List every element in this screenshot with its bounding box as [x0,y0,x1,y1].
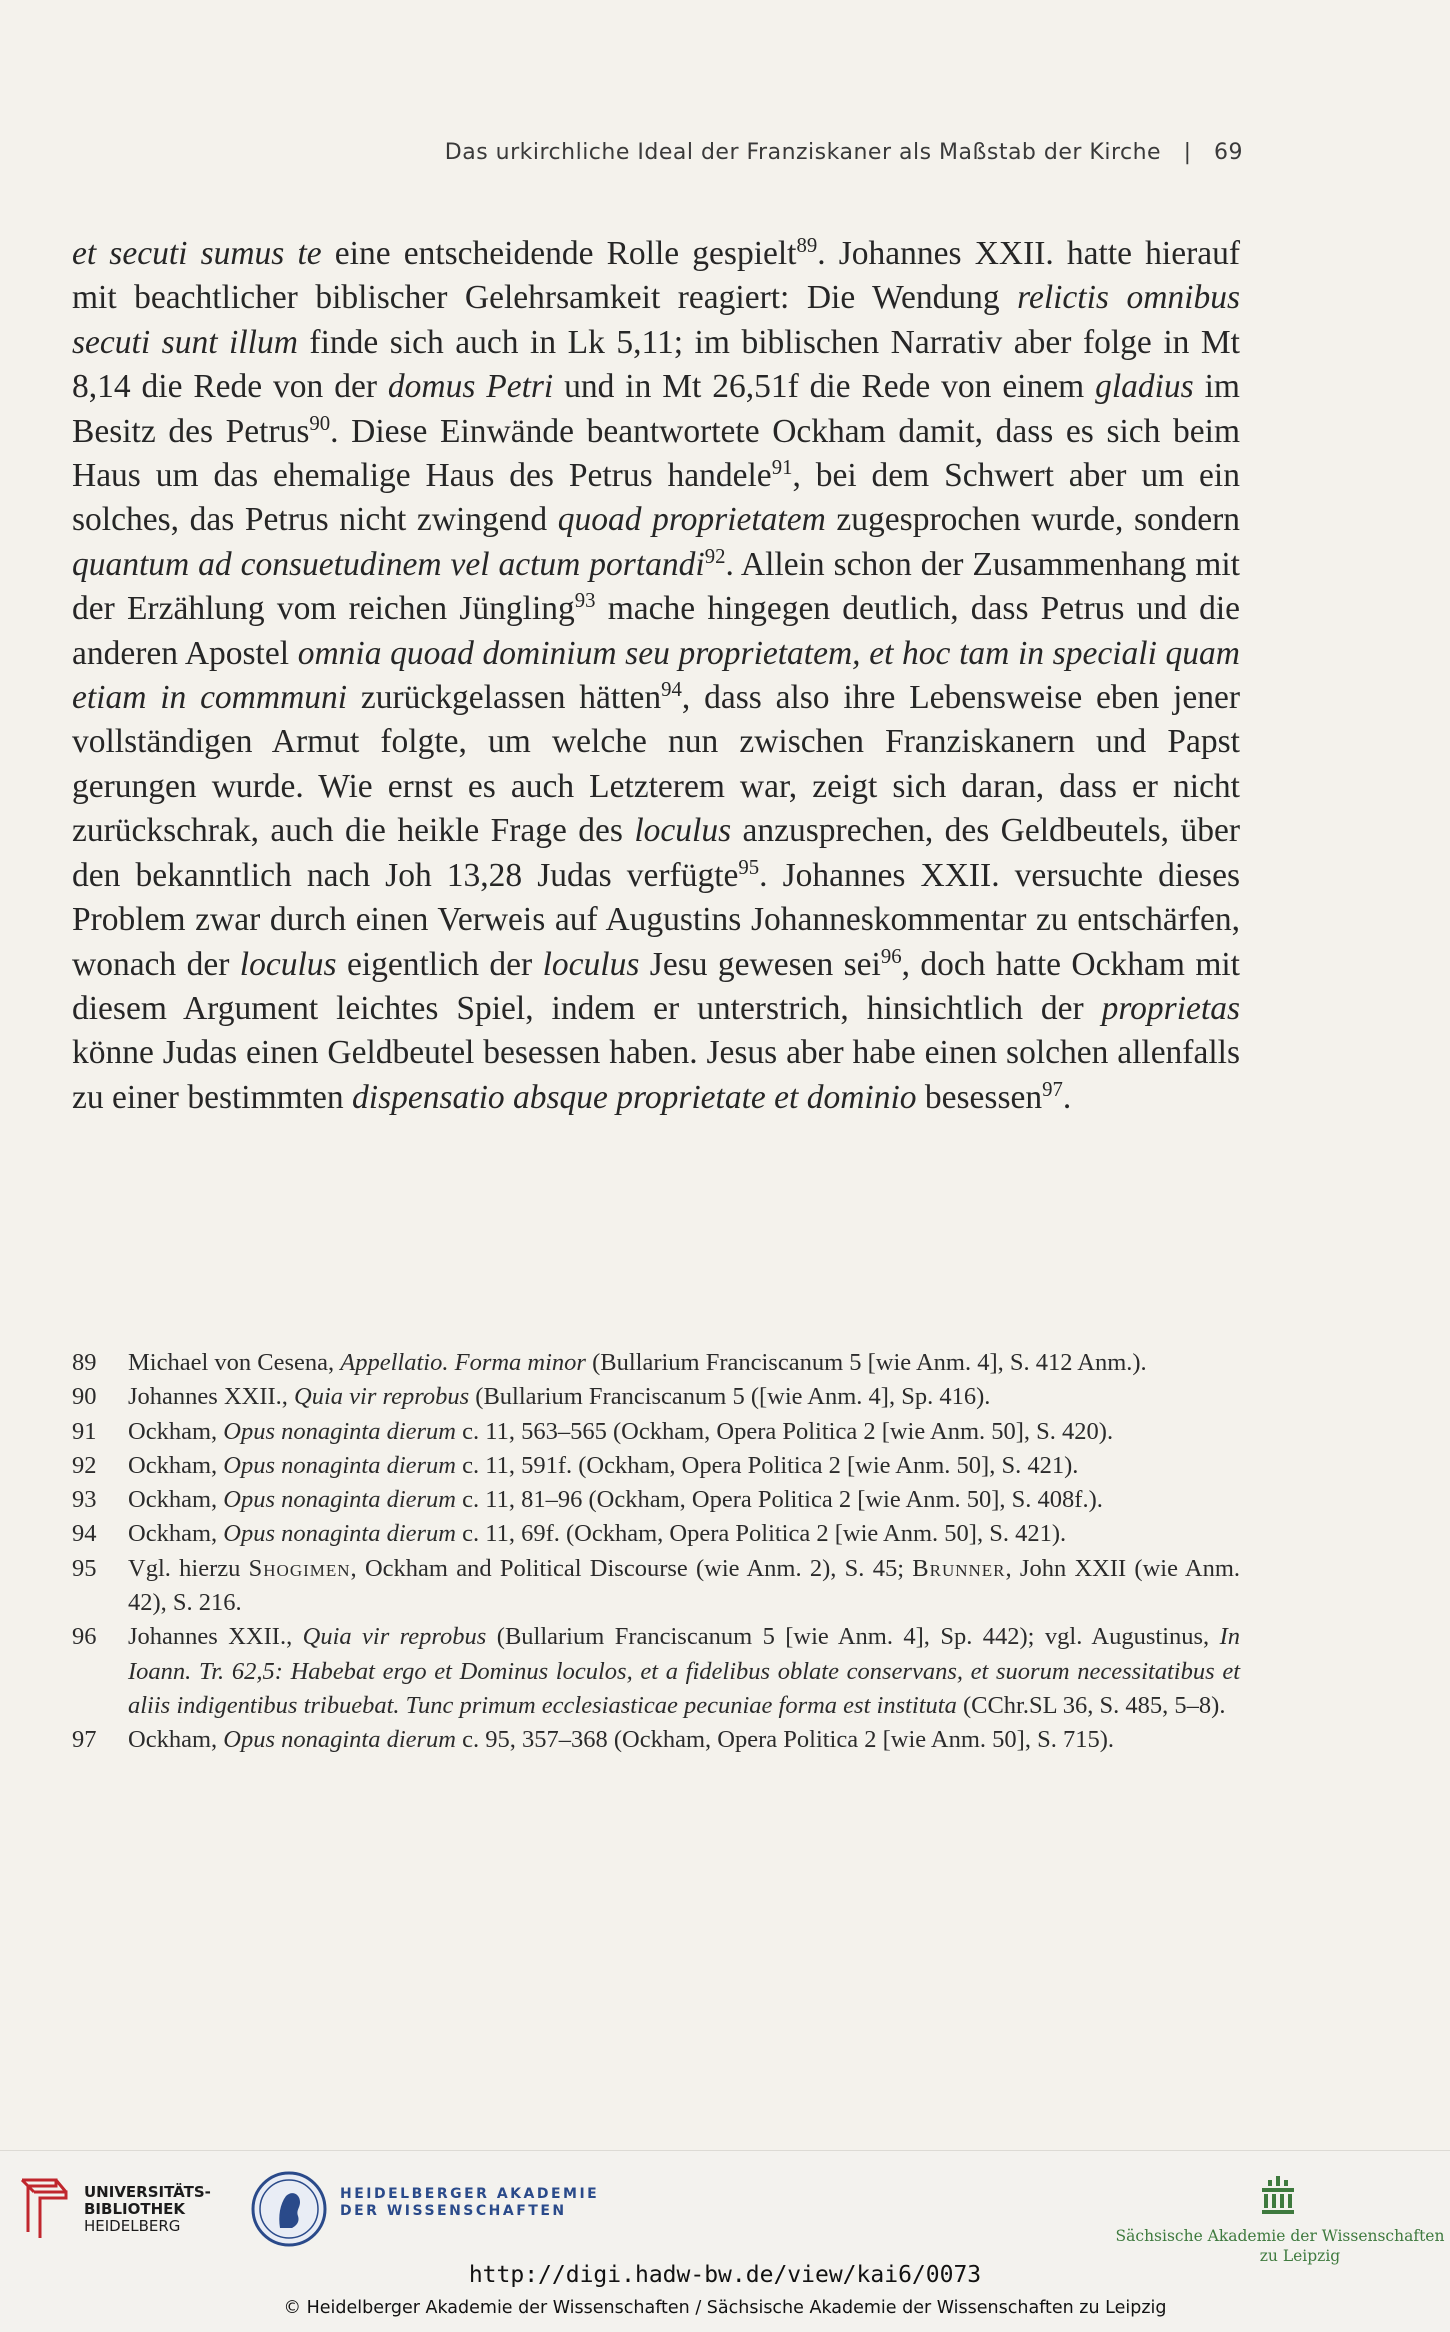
footnote-ref: 89 [796,233,818,257]
footnote-text [128,1346,1240,1380]
text-run: . Johannes XXII. versuchte dieses Problem zwar durch einen Verweis auf Augustins Johanneskommentar zu entschärfen, wonach der [72,856,1240,983]
text-run: c. 11, 563–565 (Ockham, Opera Politica 2 [wie Anm. 50], S. 420). [456,1417,1114,1445]
text-run: zugesprochen wurde, sondern [825,501,1241,539]
text-run: Ockham, [128,1520,224,1548]
text-run: . Diese Einwände beantwortete Ockham damit, dass es sich beim Haus um das ehemalige Haus des Petrus handele [72,412,1241,495]
italic-text: omnia quoad dominium seu proprietatem, et hoc tam in speciali quam etiam in commmuni [72,634,1240,717]
author-name: Brunner [912,1554,1006,1582]
italic-text: loculus [634,812,732,850]
italic-text: gladius [1095,368,1194,406]
saw-leipzig-logo-icon[interactable] [1258,2172,1298,2216]
text-run: , bei dem Schwert aber um ein solches, das Petrus nicht zwingend [72,457,1240,539]
text-run: , Ockham and Political Discourse (wie Anm. 2), S. 45; [350,1554,913,1582]
italic-text: Opus nonaginta dierum [223,1417,456,1445]
text-run: besessen [916,1078,1043,1116]
text-run: Michael von Cesena, [128,1349,341,1376]
footnote-text [128,1723,1240,1757]
text-run: Ockham, [128,1417,224,1445]
main-text [72,232,1240,1120]
text-run: . [1062,1078,1072,1116]
footnote-item [72,1723,1240,1757]
running-head-title: Das urkirchliche Ideal der Franziskaner als Maßstab der Kirche [444,140,1162,165]
footnote-ref: 93 [574,589,596,613]
footnote-number: 91 [72,1417,97,1445]
ub-heidelberg-wordmark: UNIVERSITÄTS- BIBLIOTHEK HEIDELBERG [84,2183,211,2235]
footnote-text [128,1380,1240,1414]
saw-leipzig-wordmark: Sächsische Akademie der Wissenschaften zu Leipzig [1115,2227,1445,2265]
footnote-text [128,1415,1240,1449]
body-paragraph [72,232,1240,1120]
footnote-ref: 96 [880,944,902,968]
text-run: eigentlich der [336,945,543,983]
text-run [224,1658,232,1685]
text-run: könne Judas einen Geldbeutel besessen haben. Jesus aber habe einen solchen allenfalls zu einer bestimmten [72,1034,1240,1116]
hadw-seal-icon[interactable] [250,2170,328,2248]
italic-text: dispensatio absque proprietate et dominio [352,1078,917,1116]
italic-text: relictis omnibus secuti sunt illum [72,279,1240,361]
text-run: . Johannes XXII. hatte hierauf mit beachtlicher biblischer Gelehrsamkeit reagiert: Die Wendung [72,235,1241,317]
ub-heidelberg-logo-icon[interactable] [16,2172,76,2240]
footnote-item [72,1517,1240,1551]
author-name: Shogimen [248,1554,351,1582]
text-run: zurückgelassen hätten [347,679,662,717]
footnote-ref: 90 [309,411,331,435]
italic-text: quoad proprietatem [557,501,826,539]
footnote-ref: 91 [771,455,793,479]
footnote-number: 93 [72,1486,97,1514]
italic-text: loculus [542,945,640,983]
running-head: Das urkirchliche Ideal der Franziskaner als Maßstab der Kirche | 69 [444,140,1243,165]
text-run: im Besitz des Petrus [72,368,1240,450]
italic-text: Opus nonaginta dierum [223,1726,456,1754]
italic-text: quantum ad consuetudinem vel actum portandi [72,545,705,583]
footnote-item [72,1346,1240,1380]
footnote-item [72,1620,1240,1723]
text-run: c. 11, 81–96 (Ockham, Opera Politica 2 [wie Anm. 50], S. 408f.). [456,1486,1103,1514]
text-run: eine entscheidende Rolle gespielt [321,235,797,272]
footnote-text [128,1449,1240,1483]
footnote-number: 89 [72,1349,97,1376]
italic-text: In Ioann. Tr. [128,1623,1241,1685]
text-run: Ockham, [128,1726,224,1754]
text-run: , John XXII (wie Anm. 42), S. 216. [128,1554,1241,1617]
text-run: Johannes XXII., [128,1383,295,1411]
footnote-ref: 95 [738,855,760,879]
text-run: Ockham, [128,1486,224,1514]
page-number: 69 [1214,140,1243,165]
footnote-text [128,1620,1240,1723]
footnote-item [72,1483,1240,1517]
italic-text: Opus nonaginta dierum [223,1486,456,1514]
text-run: , dass also ihre Lebensweise eben jener vollständigen Armut folgte, um welche nun zwischen Franziskanern und Papst gerungen wurde. Wie ernst es auch Letzterem war, zeigt sich daran, dass er nicht zurückschrak, auch die heikle Frage des [72,679,1240,850]
text-run: . Allein schon der Zusammenhang mit der Erzählung vom reichen Jüngling [72,545,1240,628]
text-run: , doch hatte Ockham mit diesem Argument leichtes Spiel, indem er unterstrich, hinsichtlich der [72,945,1240,1027]
text-run: Jesu gewesen sei [639,945,881,983]
footnote-item [72,1415,1240,1449]
italic-text: Quia vir reprobus [302,1623,487,1651]
footnote-ref: 97 [1042,1077,1063,1101]
italic-text: proprietas [1101,989,1240,1027]
text-run: mache hingegen deutlich, dass Petrus und die anderen Apostel [72,590,1240,672]
italic-text: Opus nonaginta dierum [223,1520,456,1548]
italic-text: loculus [239,945,337,983]
footnote-item [72,1449,1240,1483]
italic-text: 62,5: Habebat ergo et Dominus loculos, et a fidelibus oblate conservans, et suorum necessitatibus et aliis indigentibus tribuebat. Tunc primum ecclesiasticae pecuniae forma est instituta [128,1657,1241,1719]
copyright-notice: © Heidelberger Akademie der Wissenschaften / Sächsische Akademie der Wissenschaften zu Leipzig [283,2298,1167,2318]
text-run: und in Mt 26,51f die Rede von einem [553,368,1096,406]
footnote-number: 96 [72,1623,97,1651]
text-run: c. 11, 591f. (Ockham, Opera Politica 2 [wie Anm. 50], S. 421). [456,1451,1079,1479]
footnote-item [72,1552,1240,1621]
footnote-number: 95 [72,1554,97,1582]
footnote-number: 90 [72,1383,97,1411]
text-run: Ockham, [128,1451,224,1479]
footnote-number: 94 [72,1520,97,1548]
text-run: (CChr.SL 36, S. 485, 5–8). [956,1691,1226,1719]
hadw-wordmark: HEIDELBERGER AKADEMIE DER WISSENSCHAFTEN [340,2186,600,2219]
text-run: (Bullarium Franciscanum 5 [wie Anm. 4], Sp. 442); vgl. Augustinus, [486,1623,1220,1651]
text-run: c. 95, 357–368 (Ockham, Opera Politica 2 [wie Anm. 50], S. 715). [456,1726,1114,1754]
text-run: (Bullarium Franciscanum 5 ([wie Anm. 4], Sp. 416). [469,1383,991,1411]
footnote-number: 92 [72,1451,97,1479]
footnote-text [128,1483,1240,1517]
footnote-ref: 92 [704,544,726,568]
italic-text: Appellatio. Forma minor [340,1349,586,1376]
permalink-url[interactable]: http://digi.hadw-bw.de/view/kai6/0073 [468,2262,982,2288]
text-run: Vgl. hierzu [128,1554,249,1582]
text-run: anzusprechen, des Geldbeutels, über den bekanntlich nach Joh 13,28 Judas verfügte [72,812,1240,894]
footnote-text [128,1552,1240,1621]
footnote-ref: 94 [661,677,682,701]
footnote-text [128,1517,1240,1551]
footnote-item [72,1380,1240,1414]
text-run: c. 11, 69f. (Ockham, Opera Politica 2 [wie Anm. 50], S. 421). [456,1520,1067,1548]
footnotes [72,1346,1240,1758]
italic-text: Quia vir reprobus [294,1383,470,1411]
italic-text: et secuti sumus te [72,235,322,272]
italic-text: domus Petri [387,368,554,406]
text-run: finde sich auch in Lk 5,11; im biblischen Narrativ aber folge in Mt 8,14 die Rede von der [72,323,1240,406]
text-run: (Bullarium Franciscanum 5 [wie Anm. 4], S. 412 Anm.). [585,1349,1147,1376]
footnote-number: 97 [72,1726,97,1754]
italic-text: Opus nonaginta dierum [223,1451,456,1479]
text-run: Johannes XXII., [128,1623,303,1651]
